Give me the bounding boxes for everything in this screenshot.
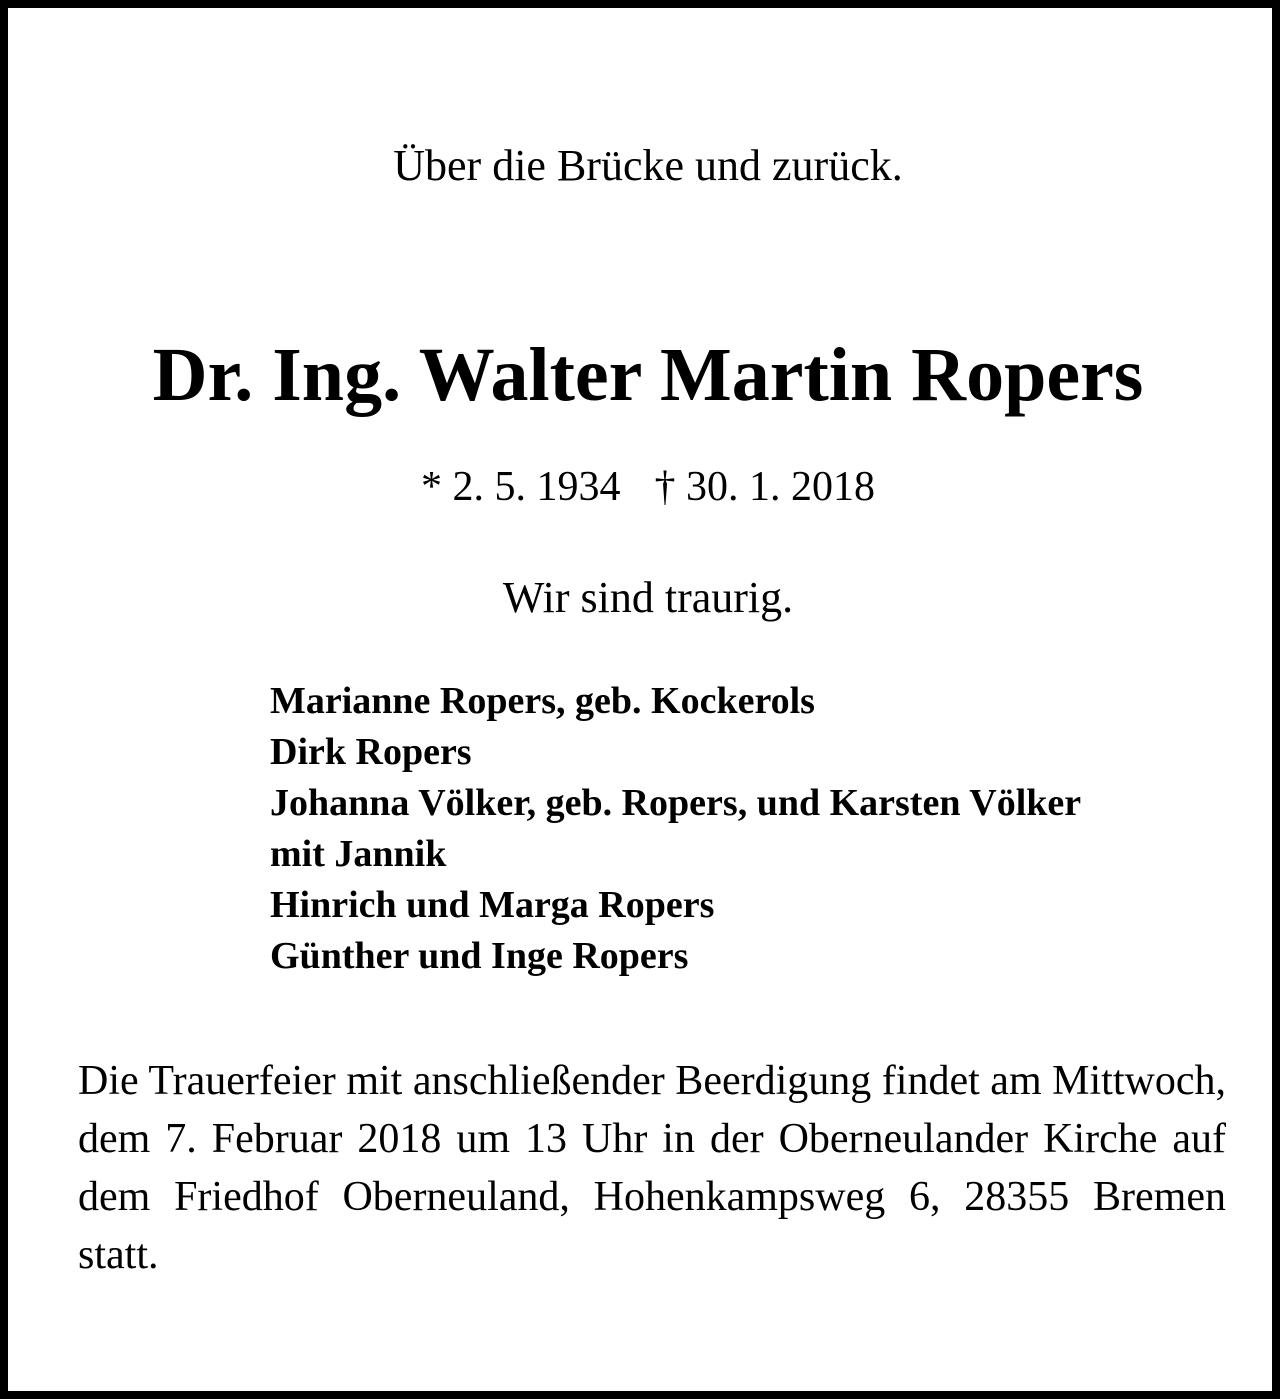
mourner-line: Hinrich und Marga Ropers: [270, 884, 715, 926]
mourner-line: mit Jannik: [270, 833, 447, 875]
motto: Über die Brücke und zurück.: [393, 141, 903, 190]
service-details: Die Trauerfeier mit anschließender Beerdigung findet am Mittwoch, dem 7. Februar 2018 um 13 Uhr in der Oberneulander Kirche auf dem Friedhof Oberneuland, Hohenkampsweg 6, 28355 Bremen statt.: [78, 1058, 1226, 1278]
mourner-line: Günther und Inge Ropers: [270, 935, 689, 977]
mourner-line: Johanna Völker, geb. Ropers, und Karsten Völker: [270, 782, 1082, 824]
life-dates: [8, 458, 1280, 516]
mourners-list: [270, 676, 1260, 982]
death-date: † 30. 1. 2018: [654, 464, 875, 510]
mourner-line: Marianne Ropers, geb. Kockerols: [270, 680, 815, 722]
deceased-name: Dr. Ing. Walter Martin Ropers: [152, 333, 1144, 417]
birth-date: * 2. 5. 1934: [421, 464, 621, 510]
sentiment: Wir sind traurig.: [502, 573, 794, 622]
mourner-line: Dirk Ropers: [270, 731, 472, 773]
